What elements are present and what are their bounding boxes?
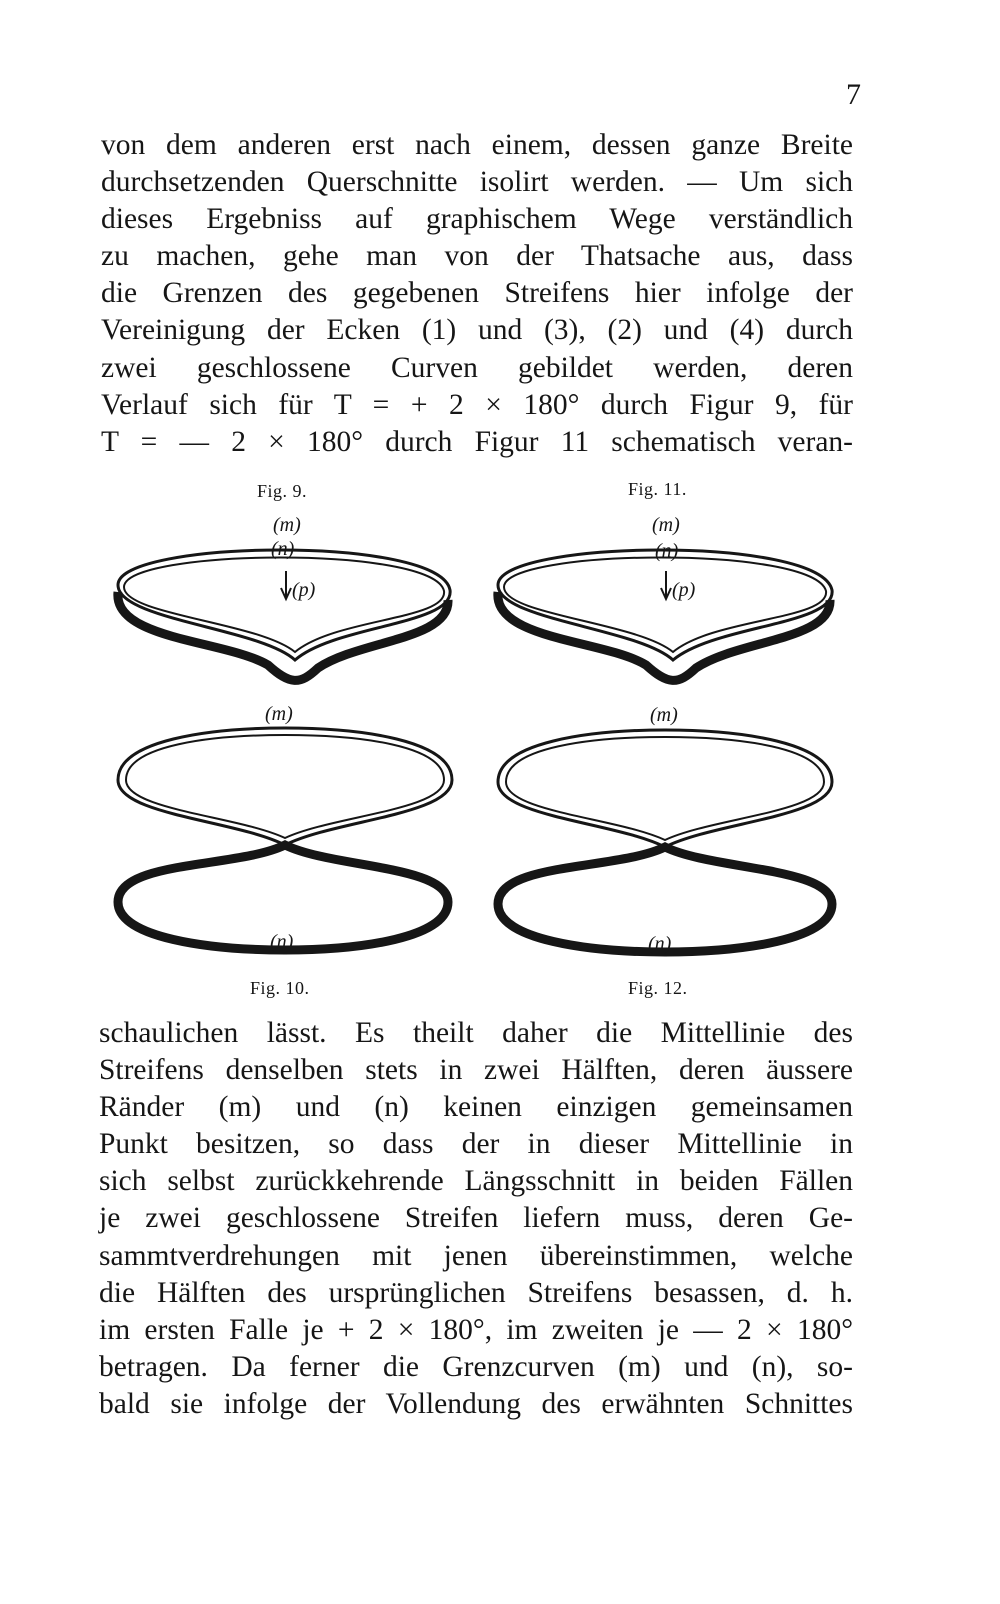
text-line: die Hälften des ursprünglichen Streifens besassen, d. h. (99, 1276, 853, 1309)
text-line: T = — 2 × 180° durch Figur 11 schematisch veran- (101, 425, 853, 458)
text-line: sammtverdrehungen mit jenen übereinstimmen, welche (99, 1239, 853, 1272)
fig11-diagram (498, 514, 832, 680)
text-line: dieses Ergebniss auf graphischem Wege verständlich (101, 203, 853, 236)
fig10-caption: Fig. 10. (250, 978, 310, 998)
text-line: im ersten Falle je + 2 × 180°, im zweiten je — 2 × 180° (99, 1313, 853, 1346)
text-line: Verlauf sich für T = + 2 × 180° durch Figur 9, für (101, 388, 853, 421)
text-line: Punkt besitzen, so dass der in dieser Mittellinie in (99, 1128, 853, 1161)
fig9-caption: Fig. 9. (257, 481, 308, 501)
text-line: sich selbst zurückkehrende Längsschnitt in beiden Fällen (99, 1165, 853, 1198)
fig9-label-m: (m) (273, 514, 301, 536)
fig11-label-n: (n) (655, 540, 679, 562)
fig11-label-m: (m) (652, 514, 680, 536)
page-number: 7 (846, 78, 861, 111)
fig12-diagram (498, 704, 832, 955)
text-line: die Grenzen des gegebenen Streifens hier infolge der (101, 277, 853, 310)
text-line: je zwei geschlossene Streifen liefern muss, deren Ge- (99, 1202, 853, 1235)
fig12-label-n: (n) (648, 933, 672, 955)
text-line: zu machen, gehe man von der Thatsache aus, dass (101, 240, 853, 273)
fig11-label-p: (p) (672, 579, 696, 601)
fig11-caption: Fig. 11. (628, 479, 687, 499)
fig10-diagram (118, 703, 452, 953)
fig12-caption: Fig. 12. (628, 978, 688, 998)
fig9-label-p: (p) (292, 579, 316, 601)
bottom-paragraph (99, 1015, 853, 1423)
fig10-label-m: (m) (265, 703, 293, 725)
text-line: schaulichen lässt. Es theilt daher die Mittellinie des (99, 1017, 853, 1049)
fig10-label-n: (n) (270, 931, 294, 953)
fig9-diagram (118, 514, 450, 680)
fig12-label-m: (m) (650, 704, 678, 726)
text-line: durchsetzenden Querschnitte isolirt werden. — Um sich (101, 166, 853, 199)
fig9-label-n: (n) (271, 538, 295, 560)
text-line: Ränder (m) und (n) keinen einzigen gemeinsamen (99, 1091, 853, 1124)
text-line: Vereinigung der Ecken (1) und (3), (2) und (4) durch (101, 314, 853, 347)
text-line: zwei geschlossene Curven gebildet werden, deren (101, 351, 853, 384)
text-line: von dem anderen erst nach einem, dessen ganze Breite (101, 129, 853, 161)
text-line: bald sie infolge der Vollendung des erwähnten Schnittes (99, 1387, 853, 1420)
text-line: betragen. Da ferner die Grenzcurven (m) und (n), so- (99, 1350, 853, 1383)
text-line: Streifens denselben stets in zwei Hälften, deren äussere (99, 1054, 853, 1087)
